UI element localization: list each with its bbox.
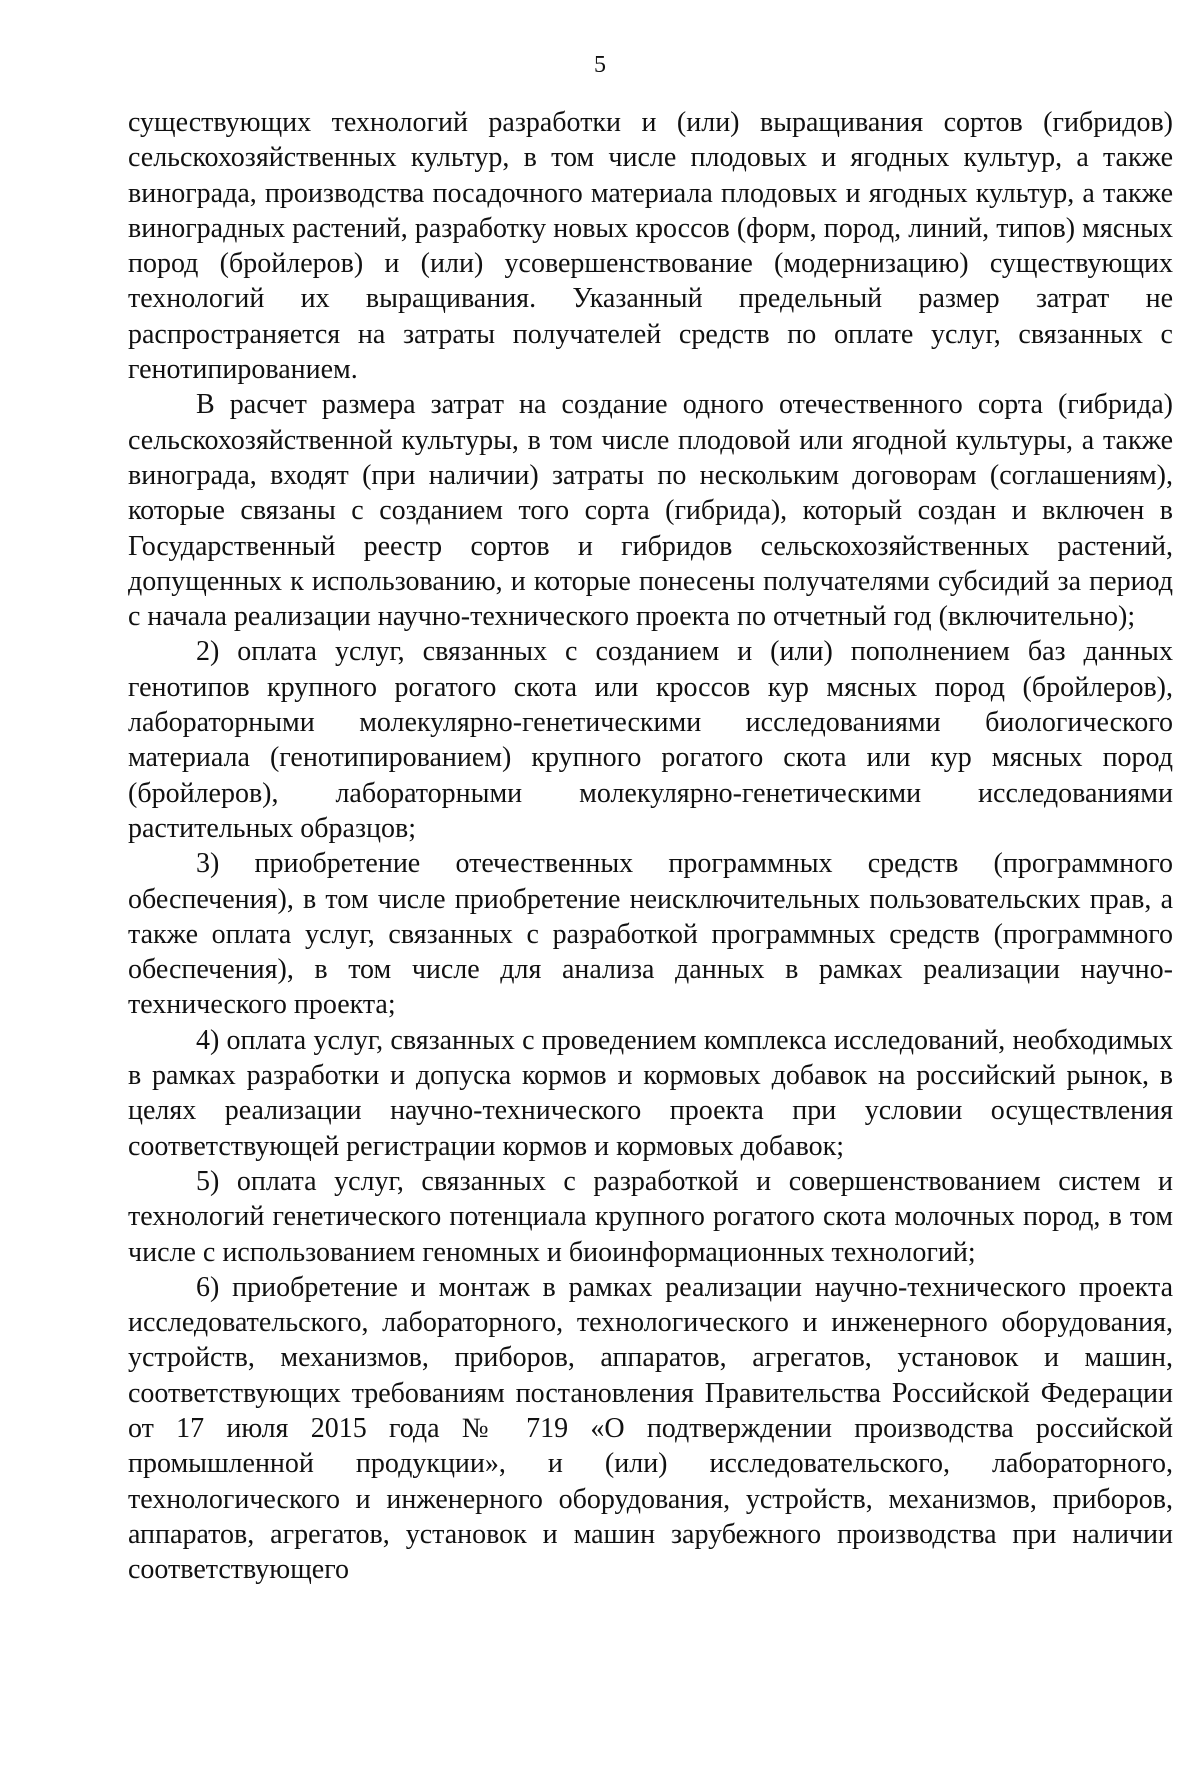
document-body	[128, 105, 1173, 1587]
page-number: 5	[594, 52, 606, 78]
paragraph-item-2: 2) оплата услуг, связанных с созданием и (или) пополнением баз данных генотипов крупного рогатого скота или кроссов кур мясных пород (бройлеров), лабораторными молекулярно-генетическими исследованиями биологического материала (генотипированием) крупного рогатого скота или кур мясных пород (бройлеров), лабораторными молекулярно-генетическими исследованиями растительных образцов;	[128, 636, 1173, 844]
paragraph-cost-calculation: В расчет размера затрат на создание одного отечественного сорта (гибрида) сельскохозяйственной культуры, в том числе плодовой или ягодной культуры, а также винограда, входят (при наличии) затраты по нескольким договорам (соглашениям), которые связаны с созданием того сорта (гибрида), который создан и включен в Государственный реестр сортов и гибридов сельскохозяйственных растений, допущенных к использованию, и которые понесены получателями субсидий за период с начала реализации научно-технического проекта по отчетный год (включительно);	[128, 389, 1173, 633]
paragraph-item-5: 5) оплата услуг, связанных с разработкой и совершенствованием систем и технологий генетического потенциала крупного рогатого скота молочных пород, в том числе с использованием геномных и биоинформационных технологий;	[128, 1165, 1173, 1268]
paragraph-item-4: 4) оплата услуг, связанных с проведением комплекса исследований, необходимых в рамках разработки и допуска кормов и кормовых добавок на российский рынок, в целях реализации научно-технического проекта при условии осуществления соответствующей регистрации кормов и кормовых добавок;	[128, 1024, 1173, 1162]
paragraph-continuation: существующих технологий разработки и (или) выращивания сортов (гибридов) сельскохозяйственных культур, в том числе плодовых и ягодных культур, а также винограда, производства посадочного материала плодовых и ягодных культур, а также виноградных растений, разработку новых кроссов (форм, пород, линий, типов) мясных пород (бройлеров) и (или) усовершенствование (модернизацию) существующих технологий их выращивания. Указанный предельный размер затрат не распространяется на затраты получателей средств по оплате услуг, связанных с генотипированием.	[128, 107, 1173, 386]
paragraph-item-6: 6) приобретение и монтаж в рамках реализации научно-технического проекта исследовательского, лабораторного, технологического и инженерного оборудования, устройств, механизмов, приборов, аппаратов, агрегатов, установок и машин, соответствующих требованиям постановления Правительства Российской Федерации от 17 июля 2015 года № 719 «О подтверждении производства российской промышленной продукции», и (или) исследовательского, лабораторного, технологического и инженерного оборудования, устройств, механизмов, приборов, аппаратов, агрегатов, установок и машин зарубежного производства при наличии соответствующего	[128, 1271, 1173, 1586]
paragraph-item-3: 3) приобретение отечественных программных средств (программного обеспечения), в том числе приобретение неисключительных пользовательских прав, а также оплата услуг, связанных с разработкой программных средств (программного обеспечения), в том числе для анализа данных в рамках реализации научно-технического проекта;	[128, 848, 1173, 1021]
